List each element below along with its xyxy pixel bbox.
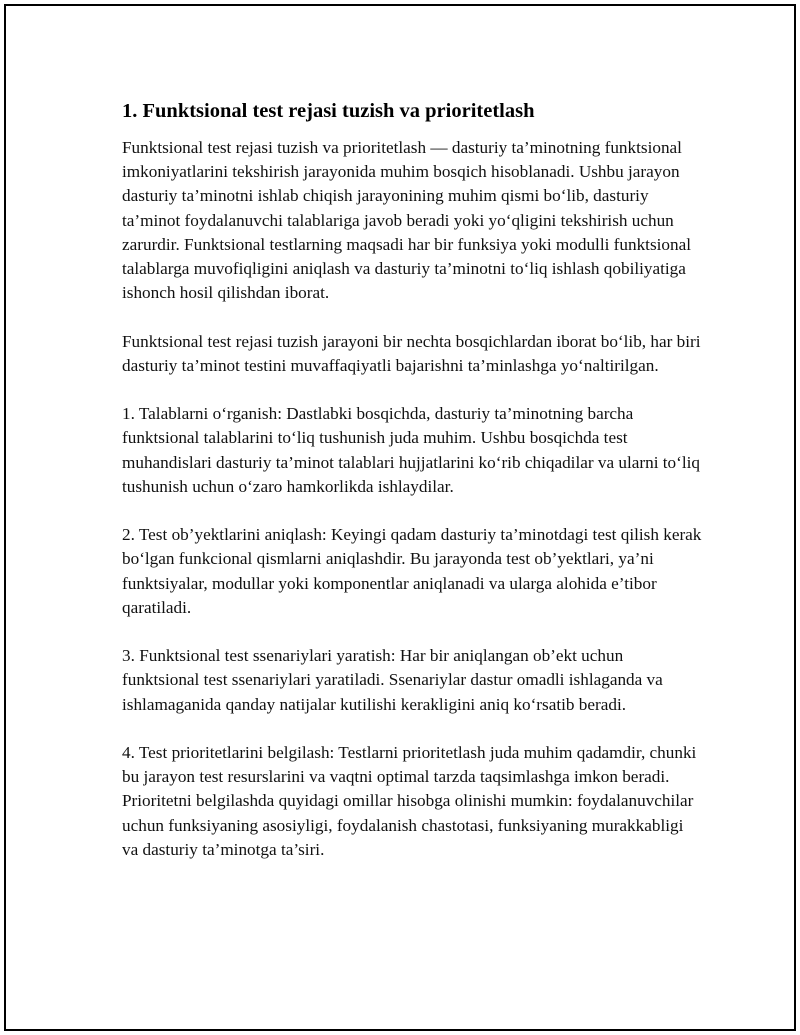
section-heading: 1. Funktsional test rejasi tuzish va prioritetlash: [122, 100, 535, 122]
paragraph-step-4: 4. Test prioritetlarini belgilash: Testlarni prioritetlash juda muhim qadamdir, chunki bu jarayon test resurslarini va vaqtni optimal tarzda taqsimlashga imkon beradi. Prioritetni belgilashda quyidagi omillar hisobga olinishi mumkin: foydalanuvchilar uchun funksiyaning asosiyligi, foydalanish chastotasi, funksiyaning murakkabligi va dasturiy ta’minotga ta’siri.: [122, 743, 697, 859]
paragraph-step-3: 3. Funktsional test ssenariylari yaratish: Har bir aniqlangan ob’ekt uchun funktsional test ssenariylari yaratiladi. Ssenariylar dastur omadli ishlaganda va ishlamaganida qanday natijalar kutilishi kerakligini aniq ko‘rsatib beradi.: [122, 646, 663, 714]
paragraph-step-1: 1. Talablarni o‘rganish: Dastlabki bosqichda, dasturiy ta’minotning barcha funktsional talablarini to‘liq tushunish juda muhim. Ushbu bosqichda test muhandislari dasturiy ta’minot talablari hujjatlarini ko‘rib chiqadilar va ularni to‘liq tushunish uchun o‘zaro hamkorlikda ishlaydilar.: [122, 404, 701, 496]
page-frame: [4, 4, 796, 1031]
paragraph-intro: Funktsional test rejasi tuzish va prioritetlash — dasturiy ta’minotning funktsional imkoniyatlarini tekshirish jarayonida muhim bosqich hisoblanadi. Ushbu jarayon dasturiy ta’minotni ishlab chiqish jarayonining muhim qismi bo‘lib, dasturiy ta’minot foydalanuvchi talablariga javob beradi yoki yo‘qligini tekshirish uchun zarurdir. Funktsional testlarning maqsadi har bir funksiya yoki modulli funktsional talablarga muvofiqligini aniqlash va dasturiy ta’minotni to‘liq ishlash qobiliyatiga ishonch hosil qilishdan iborat.: [122, 138, 692, 303]
document-body: [122, 98, 702, 862]
paragraph-process: Funktsional test rejasi tuzish jarayoni bir nechta bosqichlardan iborat bo‘lib, har biri dasturiy ta’minot testini muvaffaqiyatli bajarishni ta’minlashga yo‘naltirilgan.: [122, 331, 701, 375]
paragraph-step-2: 2. Test ob’yektlarini aniqlash: Keyingi qadam dasturiy ta’minotdagi test qilish kerak bo‘lgan funkcional qismlarni aniqlashdir. Bu jarayonda test ob’yektlari, ya’ni funktsiyalar, modullar yoki komponentlar aniqlanadi va ularga alohida e’tibor qaratiladi.: [122, 525, 702, 617]
